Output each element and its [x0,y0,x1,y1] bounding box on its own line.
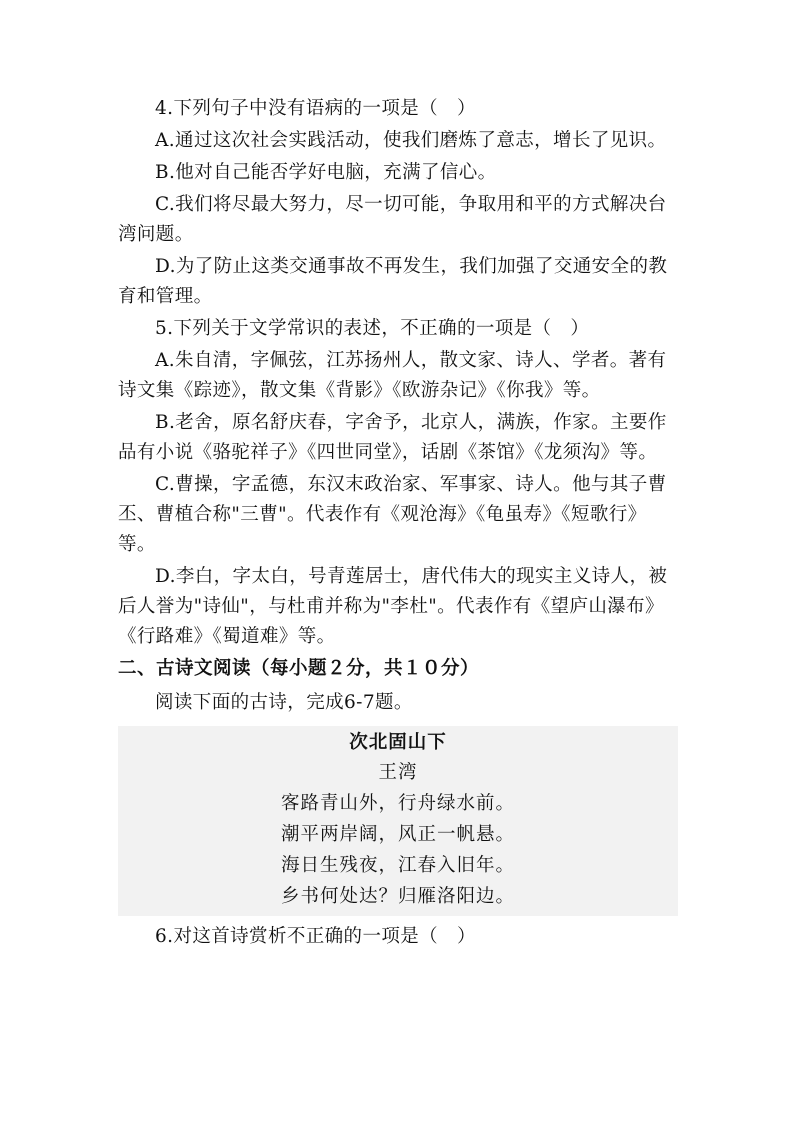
question-6-stem: 6.对这首诗赏析不正确的一项是（ ） [155,926,476,947]
question-4-option-a: A.通过这次社会实践活动，使我们磨炼了意志，增长了见识。 [155,130,667,151]
question-5-option-b: B.老舍，原名舒庆春，字舍予，北京人，满族，作家。主要作品有小说《骆驼祥子》《四世同堂》，话剧《茶馆》《龙须沟》等。 [118,412,667,463]
poem-line: 潮平两岸阔，风正一帆悬。 [280,824,515,845]
poem-box [118,726,678,916]
question-4-option-c: C.我们将尽最大努力，尽一切可能，争取用和平的方式解决台湾问题。 [118,194,667,245]
poem-author: 王湾 [378,762,418,783]
poem-title: 次北固山下 [349,732,447,753]
poem-line: 海日生残夜，江春入旧年。 [280,855,515,876]
question-5-option-d: D.李白，字太白，号青莲居士，唐代伟大的现实主义诗人，被后人誉为"诗仙"，与杜甫并称为"李杜"。代表作有《望庐山瀑布》《行路难》《蜀道难》等。 [118,566,668,647]
poem-line: 乡书何处达？归雁洛阳边。 [280,886,515,907]
question-5-stem: 5.下列关于文学常识的表述，不正确的一项是（ ） [155,318,590,339]
question-4-option-d: D.为了防止这类交通事故不再发生，我们加强了交通安全的教育和管理。 [118,256,668,307]
poem-line: 客路青山外，行舟绿水前。 [280,793,515,814]
question-5-option-a: A.朱自清，字佩弦，江苏扬州人，散文家、诗人、学者。著有诗文集《踪迹》，散文集《背影》《欧游杂记》《你我》等。 [118,350,667,401]
question-4-stem: 4.下列句子中没有语病的一项是（ ） [155,98,476,119]
section-2-heading: 二、古诗文阅读（每小题２分，共１０分） [118,658,480,679]
question-5-option-c: C.曹操，字孟德，东汉末政治家、军事家、诗人。他与其子曹丕、曹植合称"三曹"。代表作有《观沧海》《龟虽寿》《短歌行》等。 [118,474,667,555]
section-2-intro: 阅读下面的古诗，完成6-7题。 [155,692,413,713]
question-4-option-b: B.他对自己能否学好电脑，充满了信心。 [155,162,497,183]
exam-page [118,94,678,954]
